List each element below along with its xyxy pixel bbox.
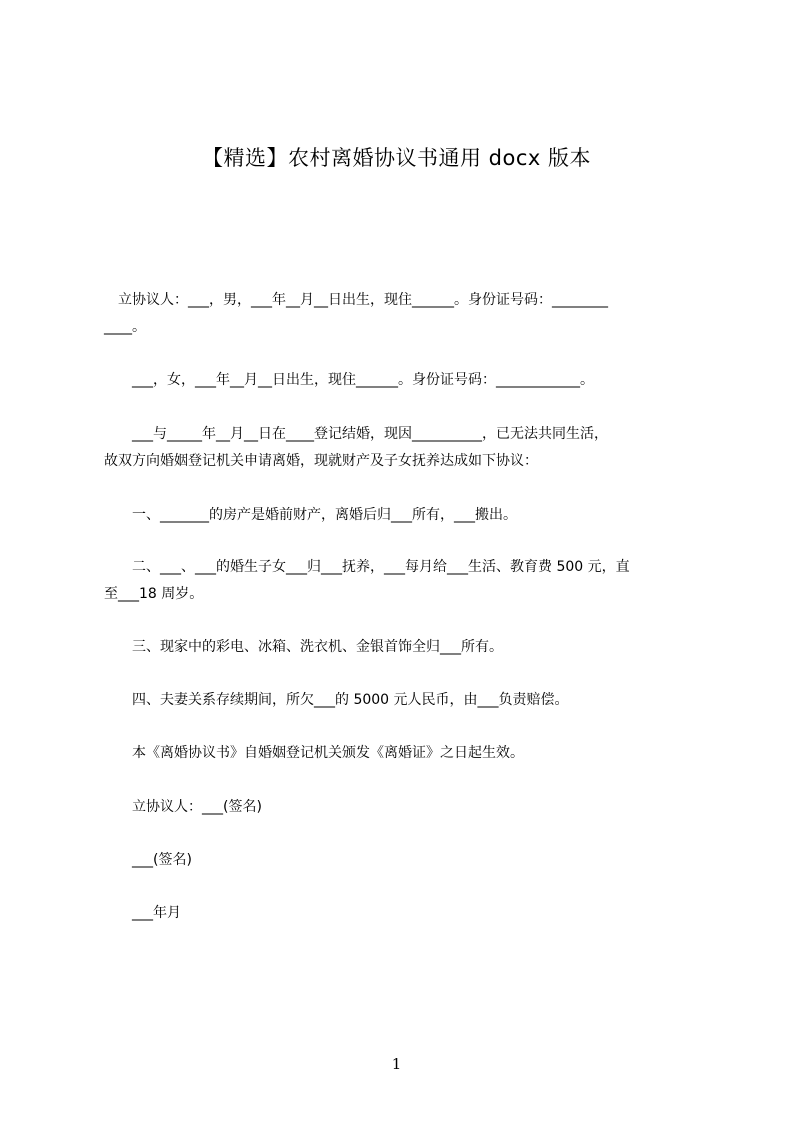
text-line: ___年月 <box>104 905 181 921</box>
text-line: 四、夫妻关系存续期间，所欠___的 5000 元人民币，由___负责赔偿。 <box>104 692 569 708</box>
text-line: 至___18 周岁。 <box>104 586 204 602</box>
clause-three-household-items <box>104 634 704 661</box>
text-line: ___，女，___年__月__日出生，现住______。身份证号码：____________。 <box>104 372 594 388</box>
signature-line-one <box>104 794 704 821</box>
paragraph-parties-man <box>104 287 704 341</box>
effective-clause <box>104 740 704 767</box>
signature-line-two <box>104 847 704 874</box>
text-line: 立协议人：___，男，___年__月__日出生，现住______。身份证号码：________ <box>104 292 608 308</box>
page-number: 1 <box>391 1055 402 1073</box>
text-line: 立协议人：___(签名) <box>104 799 262 815</box>
text-line: 故双方向婚姻登记机关申请离婚，现就财产及子女抚养达成如下协议： <box>104 453 538 469</box>
text-line: 二、___、___的婚生子女___归___抚养，___每月给___生活、教育费 500 元，直 <box>104 559 630 575</box>
date-line <box>104 900 704 927</box>
document-title: 【精选】农村离婚协议书通用 docx 版本 <box>201 146 591 170</box>
text-line: ___(签名) <box>104 852 192 868</box>
clause-four-debt <box>104 687 704 714</box>
text-line: 本《离婚协议书》自婚姻登记机关颁发《离婚证》之日起生效。 <box>104 745 524 761</box>
paragraph-marriage-registration <box>104 421 704 475</box>
paragraph-parties-woman <box>104 367 704 394</box>
clause-two-child-custody <box>104 554 704 608</box>
text-line: 一、_______的房产是婚前财产，离婚后归___所有，___搬出。 <box>104 507 517 523</box>
text-line: 三、现家中的彩电、冰箱、洗衣机、金银首饰全归___所有。 <box>104 639 503 655</box>
text-line: ___与_____年__月__日在____登记结婚，现因__________，已无法共同生活， <box>104 426 608 442</box>
text-line: ____。 <box>104 319 146 335</box>
clause-one-property <box>104 502 704 529</box>
